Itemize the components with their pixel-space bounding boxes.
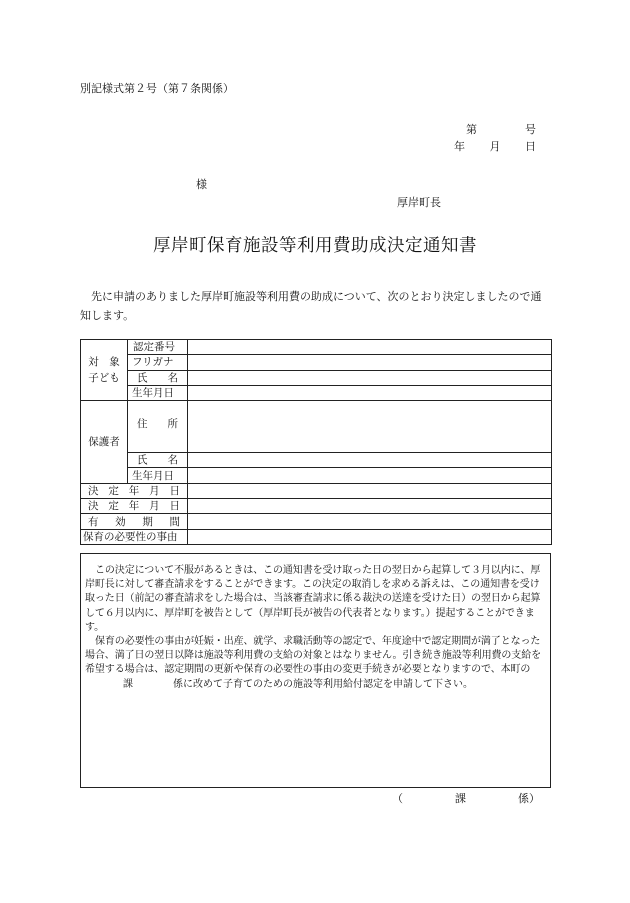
child-group-label xyxy=(81,340,128,401)
table-row xyxy=(81,370,552,385)
guardian-birth-label: 生年月日 xyxy=(128,468,188,483)
guardian-group-label: 保護者 xyxy=(81,401,128,484)
date-month: 月 xyxy=(489,140,501,153)
address-value[interactable] xyxy=(188,401,552,453)
issuer: 厚岸町長 xyxy=(397,196,441,209)
child-name-value[interactable] xyxy=(188,370,552,385)
intro-text: 先に申請のありました厚岸町施設等利用費の助成について、次のとおり決定しましたので通知します。 xyxy=(80,290,542,322)
notes-dept-line xyxy=(85,678,546,692)
table-row xyxy=(81,355,552,370)
table-row xyxy=(81,529,552,544)
child-group-line-2: 子ども xyxy=(88,372,120,385)
table-row xyxy=(81,499,552,514)
guardian-name-value[interactable] xyxy=(188,453,552,468)
footer-contact xyxy=(392,790,540,806)
child-birth-value[interactable] xyxy=(188,385,552,400)
guardian-birth-value[interactable] xyxy=(188,468,552,483)
furigana-value[interactable] xyxy=(188,355,552,370)
address-label: 住 所 xyxy=(128,401,188,453)
footer-dept: 課 xyxy=(455,792,466,805)
notes-paragraph-2-end: 係に改めて子育てのための施設等利用給付認定を申請して下さい。 xyxy=(173,678,473,690)
footer-open-paren: （ xyxy=(392,792,403,805)
decision-date-value[interactable] xyxy=(188,483,552,498)
form-reference: 別記様式第２号（第７条関係） xyxy=(80,82,234,95)
necessity-reason-value[interactable] xyxy=(188,529,552,544)
notes-paragraph-1: この決定について不服があるときは、この通知書を受け取った日の翌日から起算して３月以内に、厚岸町長に対して審査請求をすることができます。この決定の取消しを求める訴えは、この通知書を受け取った日（前記の審査請求をした場合は、当該審査請求に係る裁決の送達を受けた日）の翌日から起算して６月以内に、厚岸町を被告として（厚岸町長が被告の代表者となります。）提起することができます。 xyxy=(85,565,541,633)
document-number xyxy=(466,121,536,137)
date-day: 日 xyxy=(525,140,536,153)
decision-table xyxy=(80,339,552,545)
necessity-reason-label: 保育の必要性の事由 xyxy=(81,529,188,544)
document-number-suffix: 号 xyxy=(525,123,536,136)
table-row xyxy=(81,453,552,468)
cert-no-value[interactable] xyxy=(188,340,552,355)
table-row xyxy=(81,340,552,355)
footer-section: 係） xyxy=(518,792,540,805)
furigana-label: フリガナ xyxy=(128,355,188,370)
table-row xyxy=(81,468,552,483)
child-group-line-1: 対 象 xyxy=(88,356,120,369)
recipient-honorific: 様 xyxy=(196,178,207,191)
table-row xyxy=(81,514,552,529)
document-number-prefix: 第 xyxy=(466,123,477,136)
table-row xyxy=(81,401,552,453)
decision-date-2-value[interactable] xyxy=(188,499,552,514)
table-row xyxy=(81,483,552,498)
child-name-label: 氏 名 xyxy=(128,370,188,385)
decision-date-label: 決 定 年 月 日 xyxy=(81,483,188,498)
child-birth-label: 生年月日 xyxy=(128,385,188,400)
validity-label: 有 効 期 間 xyxy=(81,514,188,529)
decision-date-2-label: 決 定 年 月 日 xyxy=(81,499,188,514)
notes-dept: 課 xyxy=(123,678,133,690)
validity-value[interactable] xyxy=(188,514,552,529)
date-year: 年 xyxy=(454,140,465,153)
document-title: 厚岸町保育施設等利用費助成決定通知書 xyxy=(153,236,477,256)
document-date xyxy=(454,138,536,154)
guardian-name-label: 氏 名 xyxy=(128,453,188,468)
table-row xyxy=(81,385,552,400)
notes-paragraph-2: 保育の必要性の事由が妊娠・出産、就学、求職活動等の認定で、年度途中で認定期間が満了となった場合、満了日の翌日以降は施設等利用費の支給の対象とはなりません。引き続き施設等利用費の支給を希望する場合は、認定期間の更新や保育の必要性の事由の変更手続きが必要となりますので、本町の xyxy=(85,636,541,676)
notes-box xyxy=(80,553,551,788)
cert-no-label: 認定番号 xyxy=(128,340,188,355)
